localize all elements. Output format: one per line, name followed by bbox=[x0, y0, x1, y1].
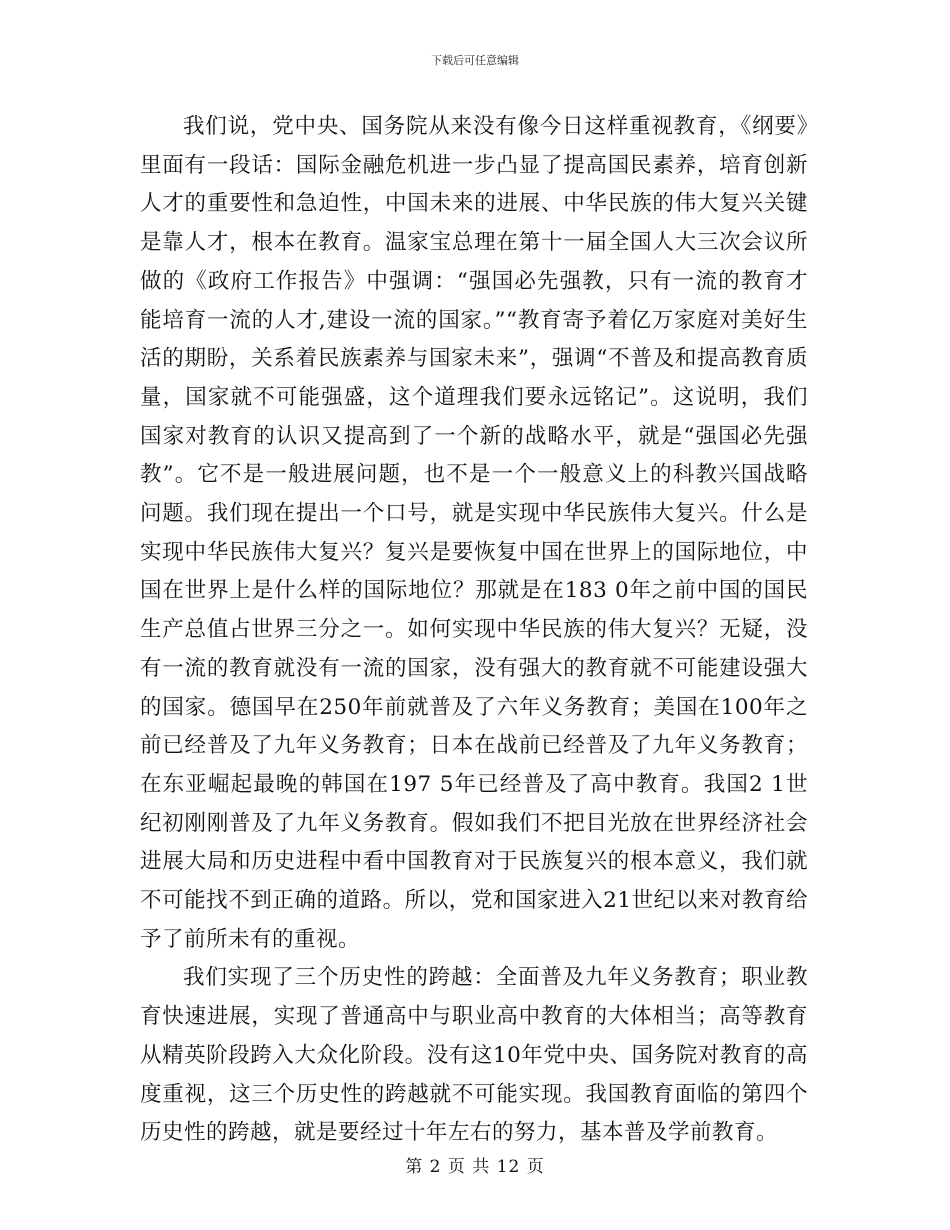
body-paragraph-1: 我们说，党中央、国务院从来没有像今日这样重视教育，《纲要》里面有一段话：国际金融危机进一步凸显了提高国民素养，培育创新人才的重要性和急迫性，中国未来的进展、中华民族的伟大复兴关键是靠人才，根本在教育。温家宝总理在第十一届全国人大三次会议所做的《政府工作报告》中强调：“强国必先强教，只有一流的教育才能培育一流的人才,建设一流的国家。”“教育寄予着亿万家庭对美好生活的期盼，关系着民族素养与国家未来”，强调“不普及和提高教育质量，国家就不可能强盛，这个道理我们要永远铭记”。这说明，我们国家对教育的认识又提高到了一个新的战略水平，就是“强国必先强教”。它不是一般进展问题，也不是一个一般意义上的科教兴国战略问题。我们现在提出一个口号，就是实现中华民族伟大复兴。什么是实现中华民族伟大复兴？复兴是要恢复中国在世界上的国际地位，中国在世界上是什么样的国际地位？那就是在183 0年之前中国的国民生产总值占世界三分之一。如何实现中华民族的伟大复兴？无疑，没有一流的教育就没有一流的国家，没有强大的教育就不可能建设强大的国家。德国早在250年前就普及了六年义务教育；美国在100年之前已经普及了九年义务教育；日本在战前已经普及了九年义务教育；在东亚崛起最晚的韩国在197 5年已经普及了高中教育。我国2 1世纪初刚刚普及了九年义务教育。假如我们不把目光放在世界经济社会进展大局和历史进程中看中国教育对于民族复兴的根本意义，我们就不可能找不到正确的道路。所以，党和国家进入21世纪以来对教育给予了前所未有的重视。 bbox=[140, 114, 808, 952]
body-paragraph-2: 我们实现了三个历史性的跨越：全面普及九年义务教育；职业教育快速进展，实现了普通高中与职业高中教育的大体相当；高等教育从精英阶段跨入大众化阶段。没有这10年党中央、国务院对教育的高度重视，这三个历史性的跨越就不可能实现。我国教育面临的第四个历史性的跨越，就是要经过十年左右的努力，基本普及学前教育。 bbox=[140, 965, 808, 1146]
page-header: 下载后可任意编辑 bbox=[431, 54, 519, 67]
document-body bbox=[140, 108, 808, 1153]
page-footer-number: 第 2 页 共 12 页 bbox=[405, 1157, 545, 1177]
